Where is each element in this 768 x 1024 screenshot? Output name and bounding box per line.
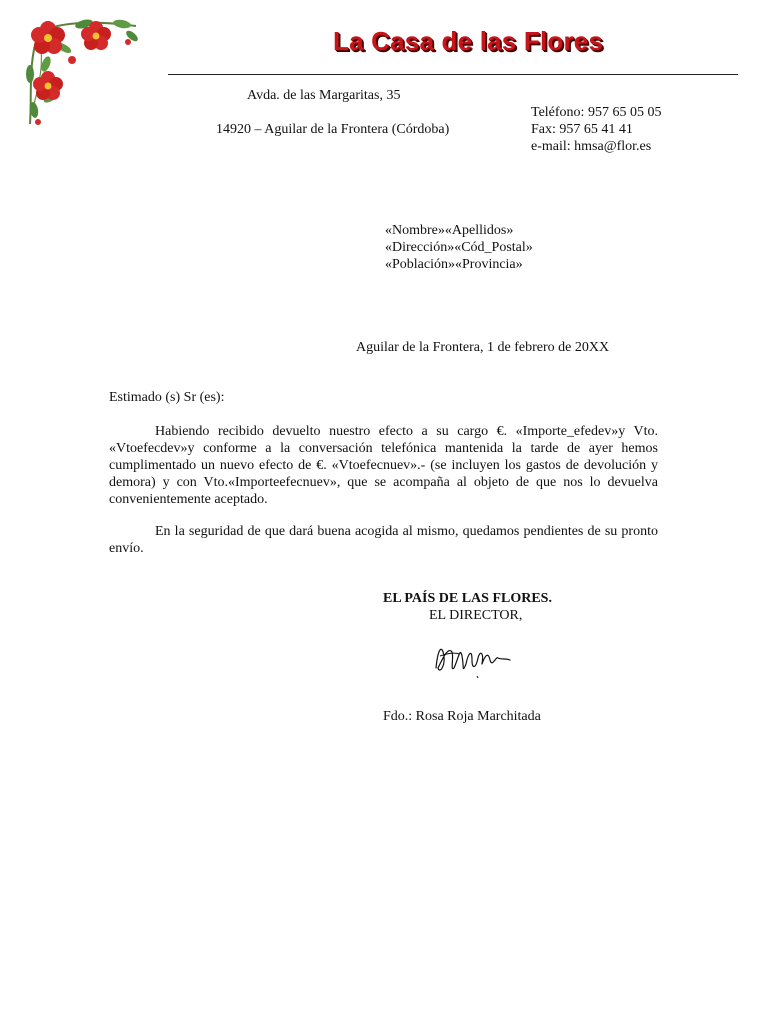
recipient-block bbox=[385, 222, 533, 273]
contact-phone: Teléfono: 957 65 05 05 bbox=[531, 105, 662, 120]
recipient-name: «Nombre»«Apellidos» bbox=[385, 223, 514, 238]
header-divider bbox=[168, 74, 738, 75]
body-paragraph-2-text: En la seguridad de que dará buena acogida al mismo, quedamos pendientes de su pronto envío. bbox=[109, 524, 658, 556]
signed-by: Fdo.: Rosa Roja Marchitada bbox=[383, 709, 541, 724]
recipient-city: «Población»«Provincia» bbox=[385, 257, 523, 272]
signature-image bbox=[432, 638, 512, 680]
contact-email: e-mail: hmsa@flor.es bbox=[531, 139, 652, 154]
recipient-address: «Dirección»«Cód_Postal» bbox=[385, 240, 533, 255]
closing-role: EL DIRECTOR, bbox=[429, 608, 523, 623]
body-paragraph-1-text: Habiendo recibido devuelto nuestro efecto a su cargo €. «Importe_efedev»y Vto. «Vtoefecdev»y conforme a la conversación telefónica mantenida la tarde de ayer hemos cumplimentado un nuevo efecto de €. «Vtoefecnuev».- (se incluyen los gastos de devolución y demora) y con Vto.«Importeefecnuev», que se acompaña al objeto de que nos lo devuelva convenientemente aceptado. bbox=[109, 424, 658, 507]
body-paragraph-1 bbox=[109, 423, 658, 508]
address-street: Avda. de las Margaritas, 35 bbox=[247, 88, 401, 103]
address-city: 14920 – Aguilar de la Frontera (Córdoba) bbox=[216, 122, 450, 137]
company-name: La Casa de las Flores bbox=[333, 26, 604, 56]
contact-fax: Fax: 957 65 41 41 bbox=[531, 122, 633, 137]
closing-company: EL PAÍS DE LAS FLORES. bbox=[383, 591, 552, 606]
greeting: Estimado (s) Sr (es): bbox=[109, 390, 225, 405]
body-paragraph-2 bbox=[109, 523, 658, 557]
date-line: Aguilar de la Frontera, 1 de febrero de 20XX bbox=[356, 340, 610, 355]
floral-corner-decoration bbox=[24, 14, 142, 130]
